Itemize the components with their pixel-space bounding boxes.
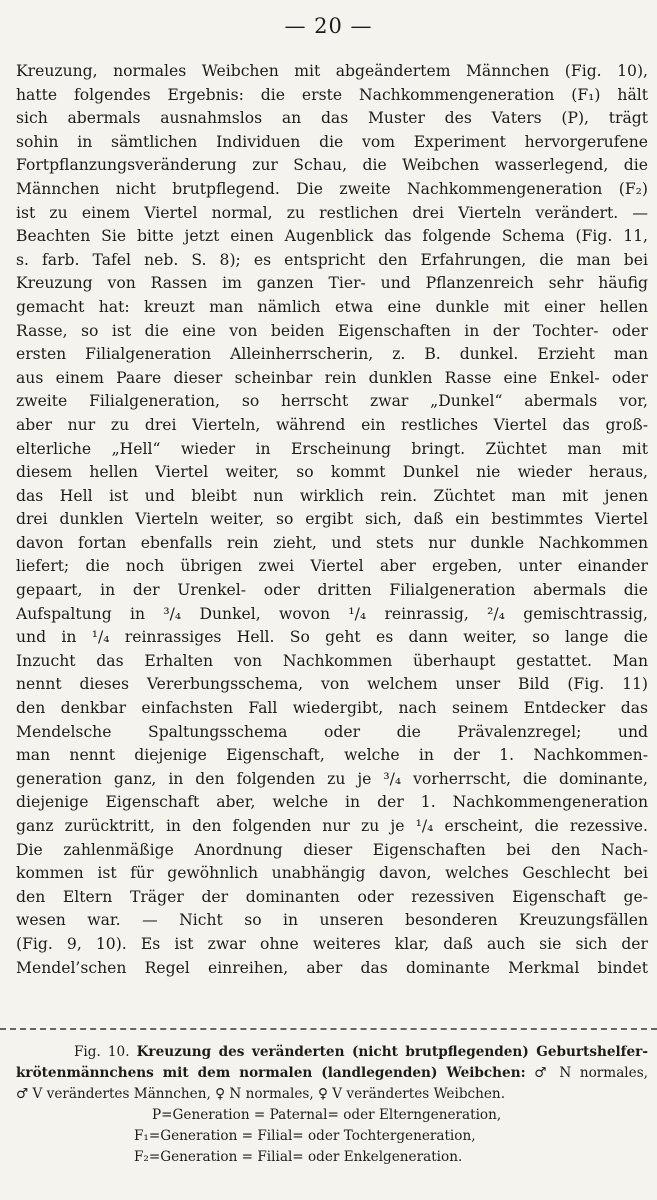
text-line: sich abermals ausnahmslos an das Muster des Vaters (P), trägt: [16, 109, 648, 128]
text-line: den Eltern Träger der dominanten oder rezessiven Eigenschaft ge-: [16, 887, 648, 906]
text-line: Die zahlenmäßige Anordnung dieser Eigenschaften bei den Nach-: [16, 840, 648, 859]
page-number: — 20 —: [284, 14, 373, 38]
text-line: zweite Filialgeneration, so herrscht zwar „Dunkel“ abermals vor,: [16, 392, 648, 411]
text-line: aber nur zu drei Vierteln, während ein restliches Viertel das groß-: [16, 415, 648, 434]
caption-generation-f2: F₂=Generation = Filial= oder Enkelgeneration.: [134, 1149, 463, 1165]
text-line: drei dunklen Vierteln weiter, so ergibt sich, daß ein bestimmtes Viertel: [16, 510, 648, 529]
text-line: Mendel’schen Regel einreihen, aber das dominante Merkmal bindet: [16, 958, 648, 977]
text-line: aus einem Paare dieser scheinbar rein dunklen Rasse eine Enkel- oder: [16, 368, 648, 387]
figure-caption: [16, 1042, 648, 1168]
text-line: und in ¹/₄ reinrassiges Hell. So geht es dann weiter, so lange die: [16, 628, 648, 647]
text-line: ist zu einem Viertel normal, zu restlichen drei Vierteln verändert. —: [16, 203, 648, 222]
text-line: man nennt diejenige Eigenschaft, welche in der 1. Nachkommen-: [16, 746, 648, 765]
text-line: kommen ist für gewöhnlich unabhängig davon, welches Geschlecht bei: [16, 864, 648, 883]
caption-line-1: [16, 1042, 648, 1063]
caption-legend-part1: ♂ N normales,: [534, 1065, 648, 1081]
caption-title-part2: krötenmännchens mit dem normalen (landlegenden) Weibchen:: [16, 1065, 526, 1081]
text-line: hatte folgendes Ergebnis: die erste Nachkommengeneration (F₁) hält: [16, 85, 648, 104]
text-line: nennt dieses Vererbungsschema, von welchem unser Bild (Fig. 11): [16, 675, 648, 694]
text-line: Beachten Sie bitte jetzt einen Augenblick das folgende Schema (Fig. 11,: [16, 227, 648, 246]
text-line: sohin in sämtlichen Individuen die vom Experiment hervorgerufene: [16, 132, 648, 151]
caption-generation-p: P=Generation = Paternal= oder Elterngeneration,: [152, 1107, 502, 1123]
text-line: gepaart, in der Urenkel- oder dritten Filialgeneration abermals die: [16, 581, 648, 600]
caption-line-2: [16, 1063, 648, 1084]
text-line: ersten Filialgeneration Alleinherrscherin, z. B. dunkel. Erzieht man: [16, 345, 648, 364]
text-line: Fortpflanzungsveränderung zur Schau, die Weibchen wasserlegend, die: [16, 156, 648, 175]
text-line: generation ganz, in den folgenden zu je ³/₄ vorherrscht, die dominante,: [16, 769, 648, 788]
text-line: (Fig. 9, 10). Es ist zwar ohne weiteres klar, daß auch sie sich der: [16, 934, 648, 953]
text-line: davon fortan ebenfalls rein zieht, und stets nur dunkle Nachkommen: [16, 533, 648, 552]
text-line: Kreuzung, normales Weibchen mit abgeändertem Männchen (Fig. 10),: [16, 62, 648, 80]
caption-title-part1: Kreuzung des veränderten (nicht brutpflegenden) Geburtshelfer-: [136, 1044, 648, 1060]
text-line: den denkbar einfachsten Fall wiedergibt, nach seinem Entdecker das: [16, 699, 648, 718]
caption-generation-f1: F₁=Generation = Filial= oder Tochtergeneration,: [134, 1128, 476, 1144]
body-text: [16, 60, 648, 980]
text-line: Mendelsche Spaltungsschema oder die Prävalenzregel; und: [16, 722, 648, 741]
text-line: elterliche „Hell“ wieder in Erscheinung bringt. Züchtet man mit: [16, 439, 648, 458]
text-line: s. farb. Tafel neb. S. 8); es entspricht den Erfahrungen, die man bei: [16, 250, 648, 269]
text-line: Männchen nicht brutpflegend. Die zweite Nachkommengeneration (F₂): [16, 179, 648, 198]
text-line: das Hell ist und bleibt nun wirklich rein. Züchtet man mit jenen: [16, 486, 648, 505]
text-line: liefert; die noch übrigen zwei Viertel aber ergeben, unter einander: [16, 557, 648, 576]
text-line: Kreuzung von Rassen im ganzen Tier- und Pflanzenreich sehr häufig: [16, 274, 648, 293]
figure-label: Fig. 10.: [74, 1044, 130, 1060]
text-line: Inzucht das Erhalten von Nachkommen überhaupt gestattet. Man: [16, 651, 648, 670]
text-line: wesen war. — Nicht so in unseren besonderen Kreuzungsfällen: [16, 911, 648, 930]
text-line: diejenige Eigenschaft aber, welche in der 1. Nachkommengeneration: [16, 793, 648, 812]
text-line: Rasse, so ist die eine von beiden Eigenschaften in der Tochter- oder: [16, 321, 648, 340]
caption-divider: [0, 1028, 657, 1030]
caption-legend-line: ♂ V verändertes Männchen, ♀ N normales, ♀ V verändertes Weibchen.: [16, 1086, 506, 1102]
text-line: Aufspaltung in ³/₄ Dunkel, wovon ¹/₄ reinrassig, ²/₄ gemischtrassig,: [16, 604, 648, 623]
text-line: ganz zurücktritt, in den folgenden nur zu je ¹/₄ erscheint, die rezessive.: [16, 817, 648, 835]
text-line: diesem hellen Viertel weiter, so kommt Dunkel nie wieder heraus,: [16, 463, 648, 482]
text-line: gemacht hat: kreuzt man nämlich etwa eine dunkle mit einer hellen: [16, 297, 648, 316]
